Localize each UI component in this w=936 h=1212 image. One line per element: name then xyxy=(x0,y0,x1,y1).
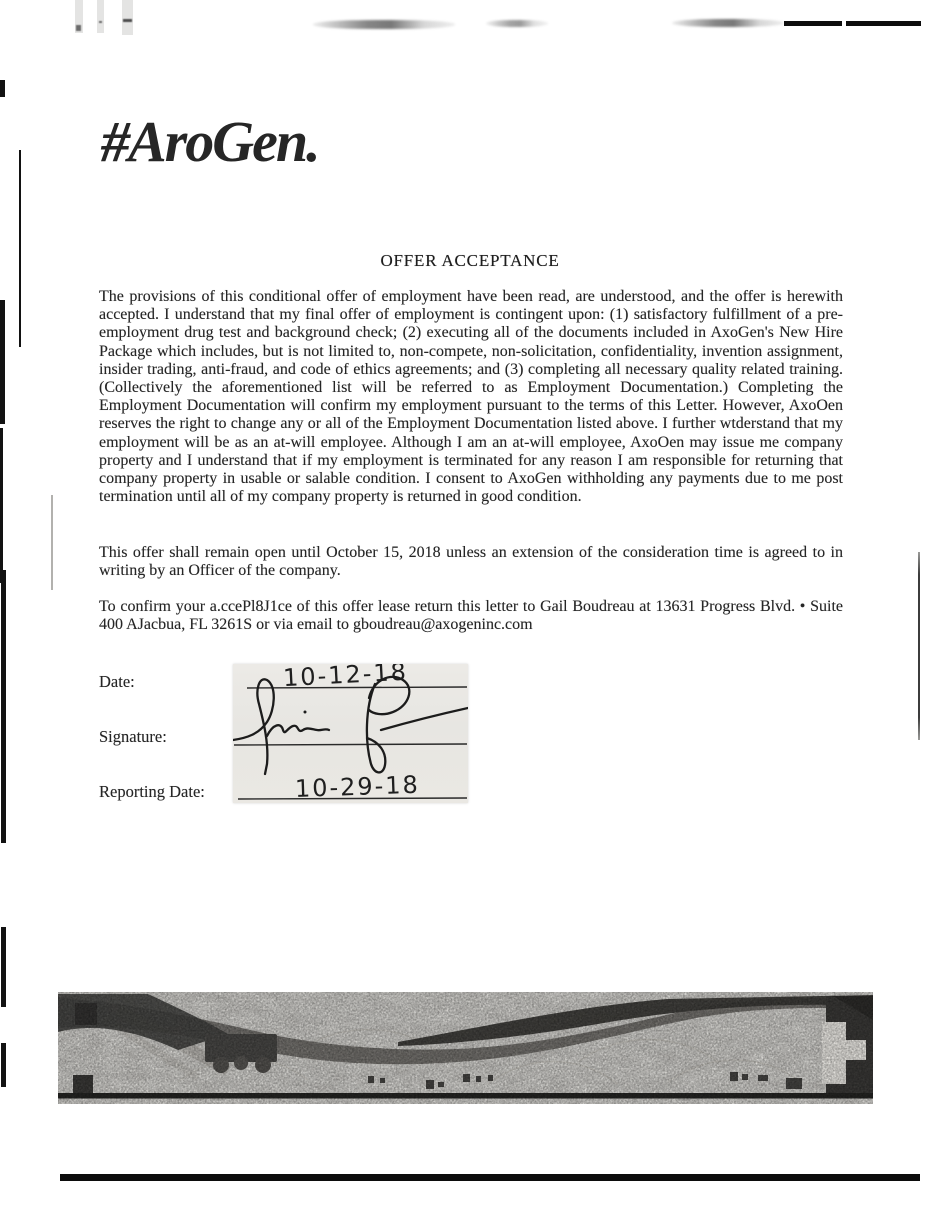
scan-noise-strip xyxy=(58,992,873,1104)
scan-right-line xyxy=(918,552,920,740)
scan-speck xyxy=(99,21,102,23)
reporting-date-value-handwritten: 10-29-18 xyxy=(294,770,421,803)
scan-smudge-1 xyxy=(313,20,455,29)
signature-label: Signature: xyxy=(99,727,167,746)
scan-edge-bar xyxy=(1,927,6,1007)
paragraph-offer-terms: The provisions of this conditional offer of employment have been read, are understood, and the offer is herewith accepted. I understand that my final offer of employment is contingent upon: (1) satisfactory fulfillment of a pre-employment drug test and background check; (2) executing all of the documents included in AxoGen's New Hire Package which includes, but is not limited to, non-compete, non-solicitation, confidentiality, invention assignment, insider trading, anti-fraud, and code of ethics agreements; and (3) completing all necessary quality related training. (Collectively the aforementioned list will be referred to as Employment Documentation.) Completing the Employment Documentation will confirm my employment pursuant to the terms of this Letter. However, AxoOen reserves the right to change any or all of the Employment Documentation listed above. I further wtderstand that my employment will be as an at-will employee. Although I am an at-will employee, AxoOen may issue me company property and I understand that if my employment is terminated for any reason I am responsible for returning that company property in usable or salable condition. I consent to AxoGen withholding any payments due to me post termination until all of my company property is returned in good condition. xyxy=(99,288,843,506)
signature-block xyxy=(233,664,468,803)
paragraph-return-instructions: To confirm your a.ccePl8J1ce of this offer lease return this letter to Gail Boudreau at 13631 Progress Blvd. • Suite 400 AJacbua, FL 3261S or via email to gboudreau@axogeninc.com xyxy=(99,598,843,634)
scan-speck xyxy=(76,25,81,31)
scan-artifact-tab-2 xyxy=(97,0,104,33)
scan-smudge-3 xyxy=(672,19,784,27)
scan-noise-strip-image xyxy=(58,992,873,1104)
signature-handwriting-image xyxy=(233,664,468,803)
scan-edge-bar xyxy=(0,300,5,424)
company-logo: #AroGen. xyxy=(101,109,319,174)
date-value-handwritten: 10-12-18 xyxy=(282,664,409,693)
reporting-date-label: Reporting Date: xyxy=(99,782,205,801)
scan-edge-bar xyxy=(1,570,6,843)
scan-edge-bar xyxy=(1,1043,6,1087)
scan-edge-line xyxy=(19,150,21,347)
signature-scrawl xyxy=(233,677,468,774)
scan-black-mark-2 xyxy=(846,21,921,26)
scan-edge-bar xyxy=(0,80,5,97)
scan-black-mark-1 xyxy=(784,21,842,26)
bottom-rule xyxy=(60,1174,920,1181)
signature-line xyxy=(234,744,467,745)
scan-smudge-2 xyxy=(486,20,548,27)
document-title: OFFER ACCEPTANCE xyxy=(380,251,560,270)
paragraph-offer-deadline: This offer shall remain open until October 15, 2018 unless an extension of the consideration time is agreed to in writing by an Officer of the company. xyxy=(99,544,843,580)
date-label: Date: xyxy=(99,672,135,691)
scan-artifact-tab-3 xyxy=(122,0,133,35)
scan-edge-bar xyxy=(0,428,3,583)
scan-speck xyxy=(123,19,132,22)
scan-gray-line xyxy=(51,495,53,590)
